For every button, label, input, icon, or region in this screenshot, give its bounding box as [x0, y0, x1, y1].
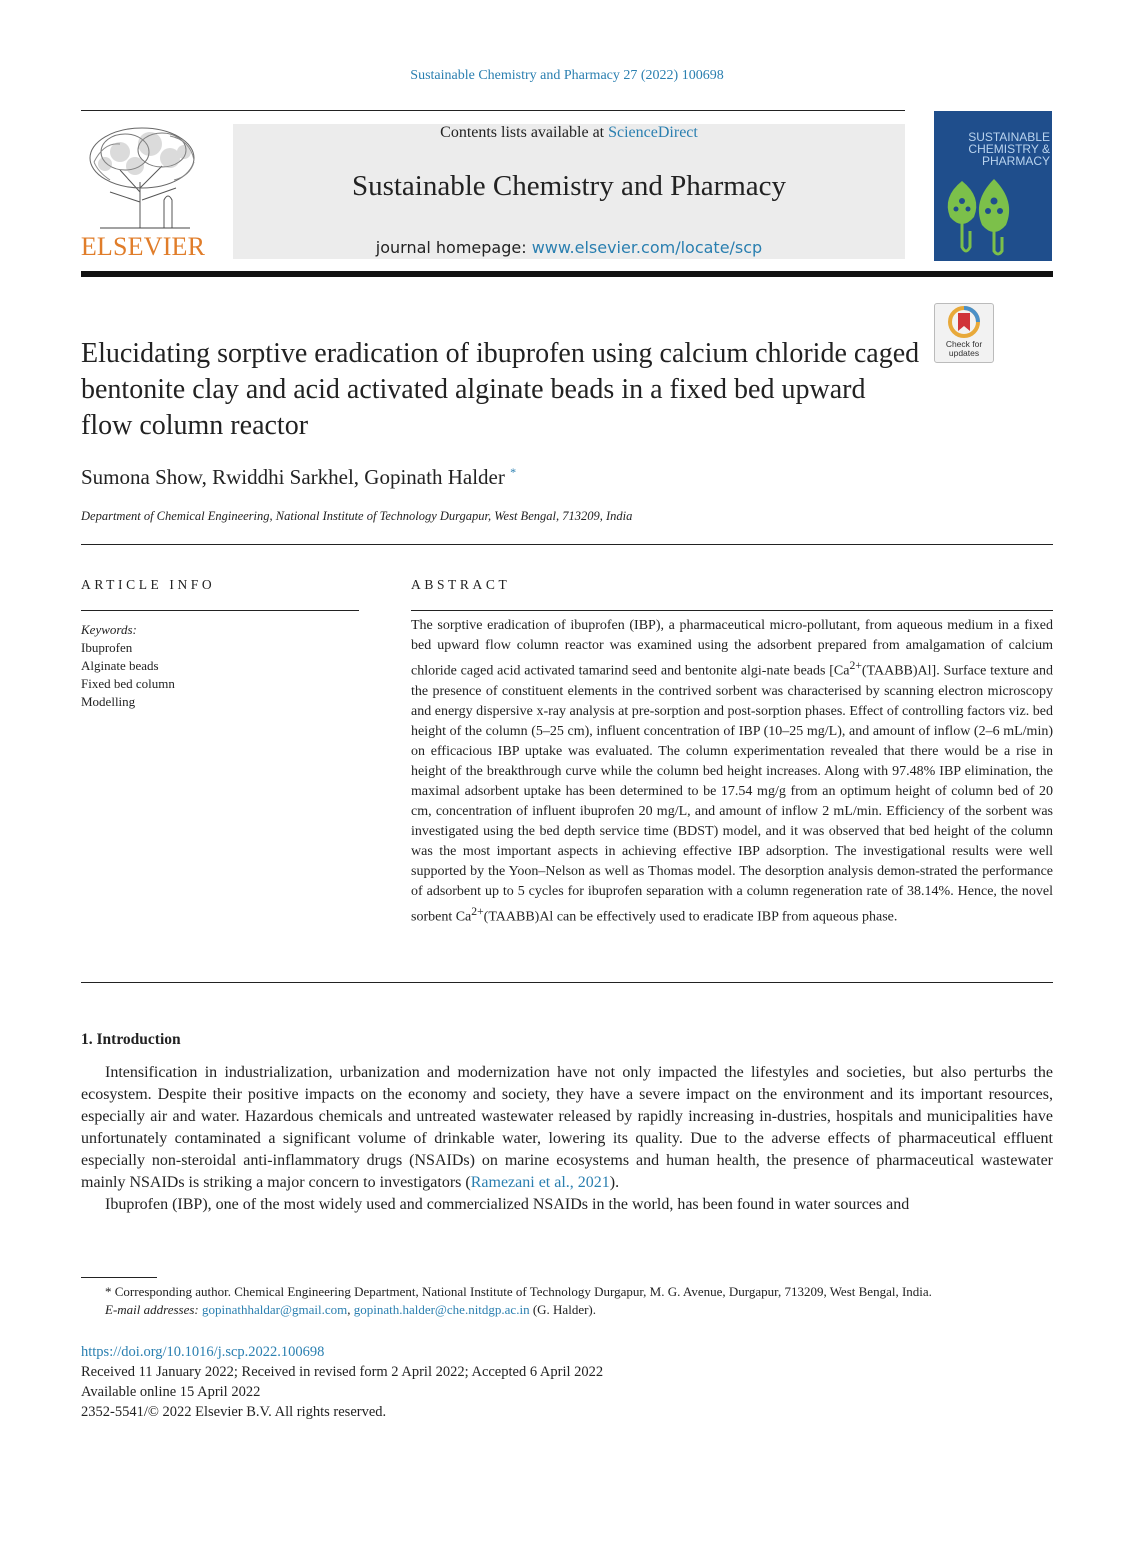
leaf-icon — [936, 161, 1050, 259]
keyword-item: Alginate beads — [81, 658, 159, 673]
paragraph — [81, 1062, 1053, 1194]
check-for-updates-badge[interactable] — [934, 303, 994, 363]
running-head[interactable]: Sustainable Chemistry and Pharmacy 27 (2022) 100698 — [410, 68, 724, 83]
introduction-body — [81, 1062, 1053, 1216]
elsevier-wordmark: ELSEVIER — [80, 232, 206, 261]
available-online: Available online 15 April 2022 — [81, 1384, 261, 1400]
footnote-rule — [81, 1277, 157, 1278]
paragraph-text: ). — [609, 1174, 620, 1191]
email-label: E-mail addresses: — [105, 1302, 199, 1317]
cover-title-line: CHEMISTRY & — [968, 142, 1050, 156]
journal-cover[interactable] — [934, 111, 1052, 261]
keyword-item: Modelling — [81, 694, 136, 709]
header-thick-rule — [81, 271, 1053, 277]
article-title: Elucidating sorptive eradication of ibuprofen using calcium chloride caged bentonite clay and acid activated alginate beads in a fixed bed upward flow column reactor — [81, 338, 920, 441]
abstract-text — [411, 616, 1053, 927]
cover-title-line: PHARMACY — [981, 154, 1050, 168]
bookmark-icon — [935, 304, 993, 340]
header-rule — [81, 110, 905, 111]
citation-link[interactable]: Ramezani et al., 2021 — [470, 1174, 610, 1191]
check-label-line: updates — [948, 348, 980, 358]
charge-superscript: 2+ — [471, 904, 484, 918]
check-for-updates-label — [935, 340, 993, 358]
abstract-part: (TAABB)Al]. Surface texture and the presence of constituent elements in the contrived sorbent was characterised by scanning electron microscopy and energy dispersive x-ray analysis at pre-sorption and post-sorption phases. Effect of controlling factors viz. bed height of the column (5–25 cm), influent concentration of IBP (10–25 mg/L), and amount of inflow (2–6 mL/min) on efficacious IBP uptake was evaluated. The column experimentation revealed that there would be a rise in height of the breakthrough curve while the column bed height increases. Along with 97.48% IBP elimination, the maximal adsorbent uptake has been determined to be 17.54 mg/g from an optimum height of column bed of 20 cm, concentration of influent ibuprofen 20 mg/L, and amount of inflow 2 mL/min. Efficiency of the sorbent was investigated using the bed depth service time (BDST) model, and it was observed that bed height of the column was the most important aspects in achieving effective IBP adsorption. The investigational results were well supported by the Yoon–Nelson as well as Thomas model. The desorption analysis demon-strated the performance of adsorbent up to 5 cycles for ibuprofen separation with a column regeneration rate of 38.14%. Hence, the novel sorbent Ca — [411, 663, 1053, 925]
corresponding-author-note — [81, 1283, 1053, 1301]
email-line — [81, 1301, 1053, 1319]
article-info-heading: ARTICLE INFO — [81, 577, 216, 592]
homepage-prefix: journal homepage: — [375, 238, 532, 257]
abstract-bottom-rule — [81, 982, 1053, 983]
corresponding-author-mark[interactable]: * — [510, 465, 517, 479]
contents-line — [233, 124, 905, 142]
homepage-line — [233, 238, 905, 257]
doi-link[interactable]: https://doi.org/10.1016/j.scp.2022.100698 — [81, 1344, 325, 1360]
paragraph: Ibuprofen (IBP), one of the most widely used and commercialized NSAIDs in the world, has been found in water sources and — [105, 1196, 910, 1213]
footnote — [81, 1283, 1053, 1319]
paragraph-text: Intensification in industrialization, urbanization and modernization have not only impacted the lifestyles and societies, but also perturbs the ecosystem. Despite their positive impacts on the economy and society, they have a severe impact on the environment and its important resources, especially air and water. Hazardous chemicals and untreated wastewater released by rapidly increasing in-dustries, hospitals and municipalities have unfortunately contaminated a significant volume of drinkable water, lowering its quality. Due to the adverse effects of pharmaceutical effluent especially non-steroidal anti-inflammatory drugs (NSAIDs) on marine ecosystems and human health, the presence of pharmaceutical wastewater mainly NSAIDs is striking a major concern to investigators ( — [81, 1064, 1053, 1191]
check-label-line: Check for — [945, 339, 983, 349]
author-list — [81, 465, 516, 490]
email-link[interactable]: gopinath.halder@che.nitdgp.ac.in — [353, 1302, 530, 1317]
author-names: Sumona Show, Rwiddhi Sarkhel, Gopinath Halder — [81, 465, 505, 489]
abstract-part: (TAABB)Al can be effectively used to eradicate IBP from aqueous phase. — [483, 909, 898, 925]
journal-banner — [233, 124, 905, 259]
article-info-rule — [81, 610, 359, 611]
abstract-part: The sorptive eradication of ibuprofen (IBP), a pharmaceutical micro-pollutant, from aqueous medium in a fixed bed upward flow column reactor was examined using the adsorbent prepared from amalgamation of calcium chloride caged acid activated tamarind seed and bentonite algi-nate beads [Ca — [411, 618, 1053, 679]
cover-title-line: SUSTAINABLE — [968, 130, 1050, 144]
sciencedirect-link[interactable]: ScienceDirect — [608, 124, 698, 141]
tree-icon — [80, 122, 206, 230]
charge-superscript: 2+ — [849, 659, 862, 672]
keyword-item: Fixed bed column — [81, 676, 175, 691]
footnote-marker: * — [105, 1284, 115, 1299]
elsevier-logo[interactable] — [80, 122, 206, 262]
copyright-line: 2352-5541/© 2022 Elsevier B.V. All rights reserved. — [81, 1404, 387, 1420]
author-affiliation: Department of Chemical Engineering, National Institute of Technology Durgapur, West Bengal, 713209, India — [81, 509, 633, 523]
homepage-link[interactable]: www.elsevier.com/locate/scp — [531, 238, 763, 257]
keyword-item: Ibuprofen — [81, 640, 133, 655]
abstract-heading: ABSTRACT — [411, 577, 511, 592]
keywords-label: Keywords: — [81, 622, 137, 637]
publication-info — [81, 1342, 603, 1422]
email-owner: (G. Halder). — [529, 1302, 596, 1317]
received-dates: Received 11 January 2022; Received in revised form 2 April 2022; Accepted 6 April 2022 — [81, 1364, 604, 1380]
section-heading-introduction: 1. Introduction — [81, 1031, 181, 1048]
footnote-text: Corresponding author. Chemical Engineering Department, National Institute of Technology Durgapur, M. G. Avenue, Durgapur, 713209, West Bengal, India. — [114, 1284, 932, 1299]
journal-name: Sustainable Chemistry and Pharmacy — [351, 170, 787, 202]
contents-prefix: Contents lists available at — [440, 124, 609, 141]
keywords-block — [81, 621, 175, 711]
title-rule — [81, 544, 1053, 545]
abstract-rule — [411, 610, 1053, 611]
email-link[interactable]: gopinathhaldar@gmail.com — [202, 1302, 348, 1317]
email-separator: , — [347, 1302, 354, 1317]
